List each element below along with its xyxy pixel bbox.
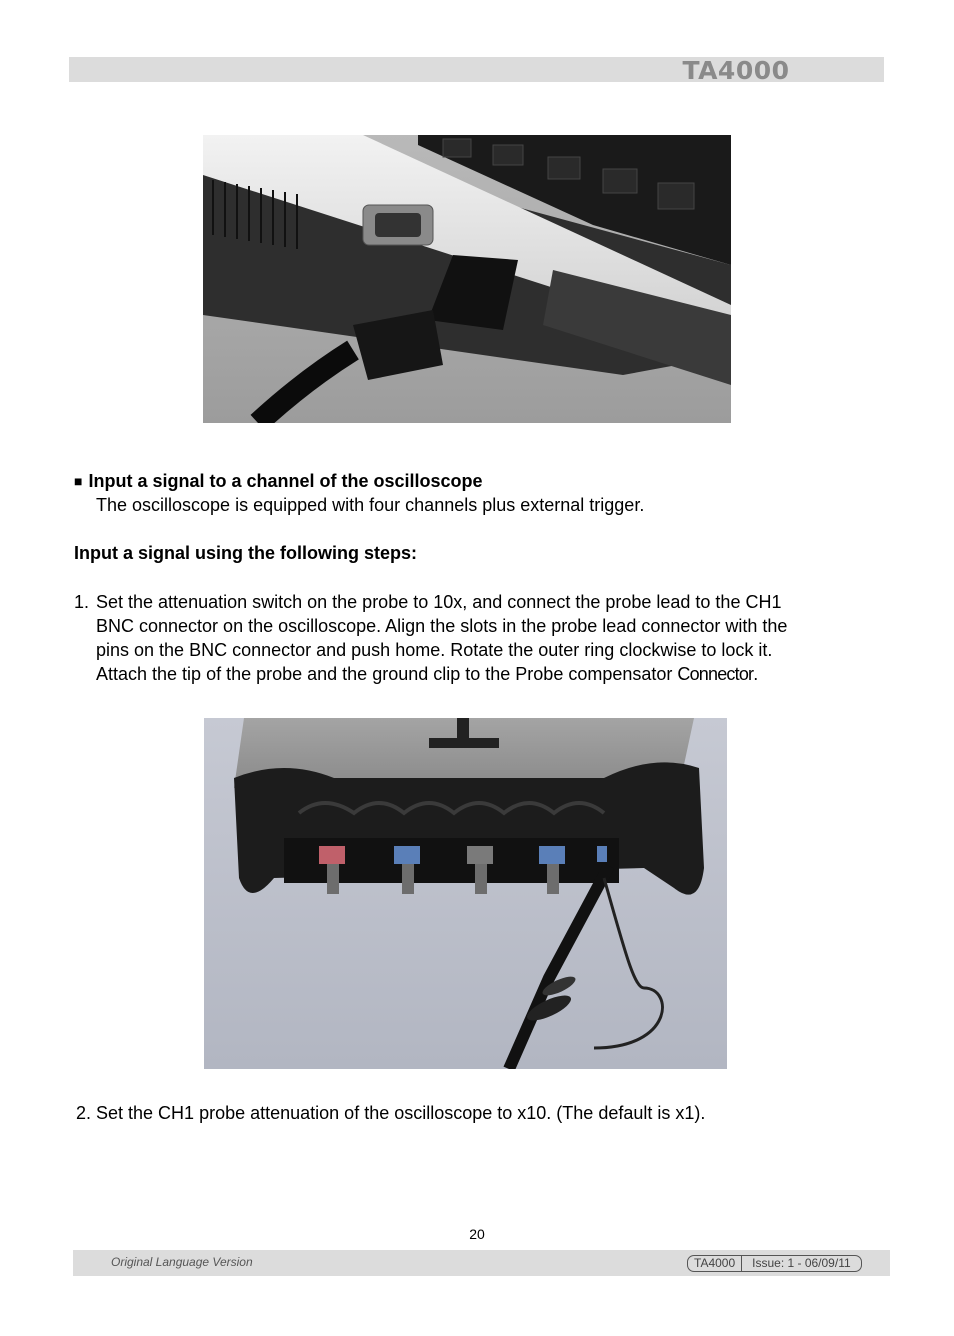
step1-line-connector: Connector <box>677 664 754 684</box>
section-heading <box>74 469 483 493</box>
step1-line: BNC connector on the oscilloscope. Align the slots in the probe lead connector with the <box>96 616 788 636</box>
step1-number: 1. <box>74 592 90 612</box>
footer-issue: Issue: 1 - 06/09/11 <box>741 1256 861 1271</box>
steps-heading: Input a signal using the following steps: <box>74 543 418 563</box>
laptop-usb-photo <box>203 135 731 423</box>
document-title: TA4000 <box>682 56 790 85</box>
step1-line <box>96 662 787 686</box>
step1-text <box>96 590 787 686</box>
step1-line: pins on the BNC connector and push home. Rotate the outer ring clockwise to lock it. <box>96 640 773 660</box>
footer-bar <box>73 1250 890 1276</box>
step1-line-period: . <box>753 664 759 684</box>
oscilloscope-probe-photo <box>204 718 727 1069</box>
section-description: The oscilloscope is equipped with four channels plus external trigger. <box>96 495 645 515</box>
header-bar <box>69 56 884 85</box>
bullet-icon: ■ <box>74 473 83 489</box>
step1-line: Set the attenuation switch on the probe to 10x, and connect the probe lead to the CH1 <box>96 592 782 612</box>
footer-language-note: Original Language Version <box>111 1255 253 1269</box>
page-number: 20 <box>469 1226 485 1242</box>
footer-doc-info <box>687 1255 862 1272</box>
section-heading-text: Input a signal to a channel of the oscilloscope <box>88 471 483 491</box>
footer-model: TA4000 <box>694 1256 736 1270</box>
step2-text: 2. Set the CH1 probe attenuation of the oscilloscope to x10. (The default is x1). <box>76 1103 706 1123</box>
step1-line-start: Attach the tip of the probe and the ground clip to the Probe compensator <box>96 664 678 684</box>
